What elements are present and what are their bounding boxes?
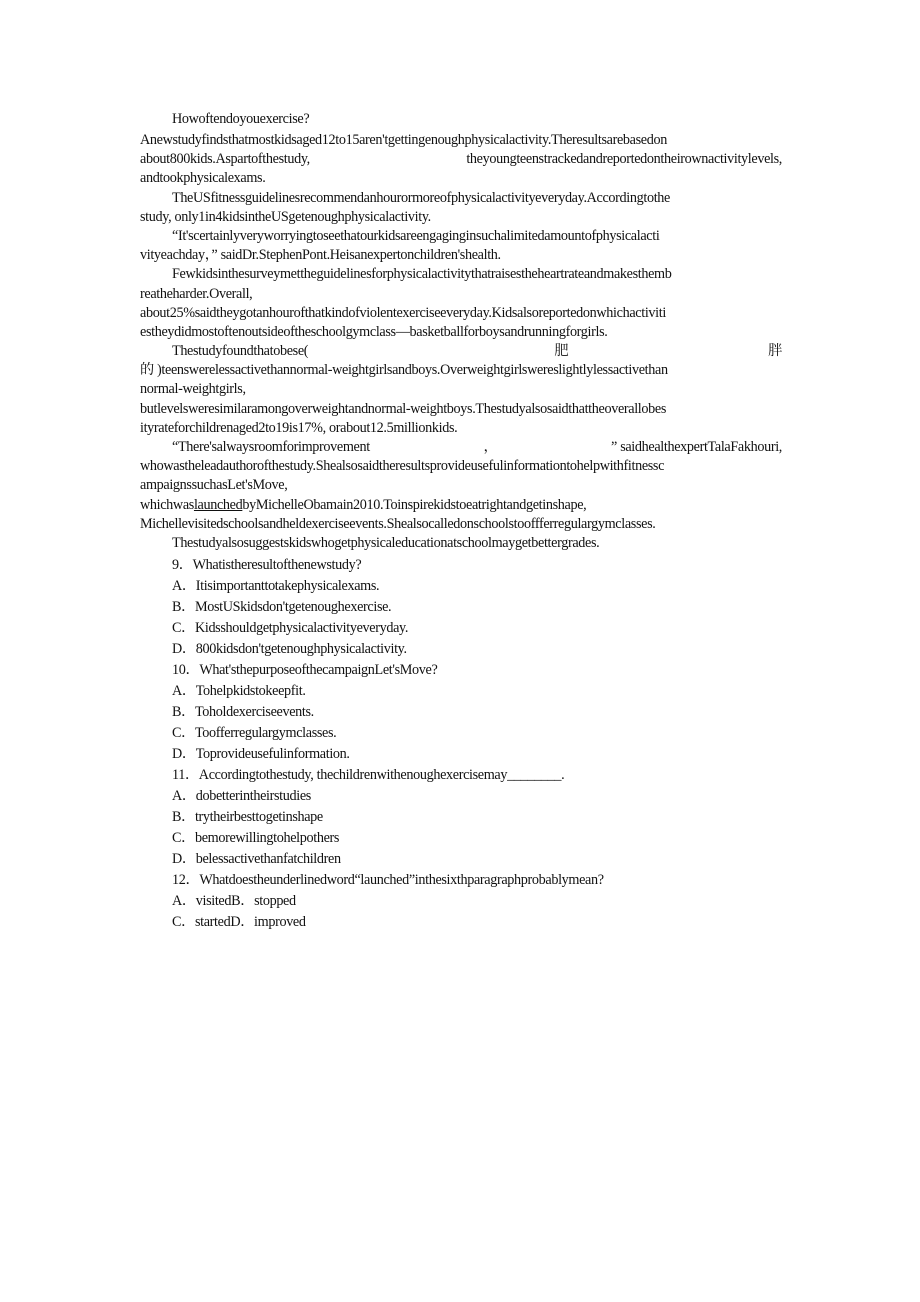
answer-option: D．800kidsdon'tgetenoughphysicalactivity. <box>172 641 407 658</box>
paragraph-line <box>140 150 782 169</box>
paragraph-line: normal-weightgirls, <box>140 381 246 398</box>
paragraph-4 <box>140 265 782 342</box>
text-segment: 肥 <box>554 343 569 360</box>
text-segment: “There'salwaysroomforimprovement <box>172 439 370 455</box>
paragraph-line: ityrateforchildrenaged2to19is17%, orabout12.5millionkids. <box>140 419 458 436</box>
text-segment: 胖 <box>768 343 782 360</box>
paragraph-2 <box>140 189 782 227</box>
paragraph-line: Anewstudyfindsthatmostkidsaged12to15aren'tgettingenoughphysicalactivity.Theresultsarebasedon <box>140 132 667 148</box>
answer-option: A．visitedB．stopped <box>172 893 296 910</box>
answer-option: C．bemorewillingtohelpothers <box>172 830 340 847</box>
paragraph-line: reatheharder.Overall, <box>140 285 253 302</box>
question-stem: 11．Accordingtothestudy, thechildrenwithenoughexercisemay________. <box>172 767 565 784</box>
document-page <box>140 110 782 933</box>
paragraph-line: 的 )teenswerelessactivethannormal-weightgirlsandboys.Overweightgirlswereslightlylessactivethan <box>140 362 668 379</box>
paragraph-line: Michellevisitedschoolsandheldexerciseevents.Shealsocalledonschoolstooffferregulargymclasses. <box>140 515 656 532</box>
paragraph-line: Fewkidsinthesurveymettheguidelinesforphysicalactivitythatraisestheheartrateandmakesthemb <box>172 266 672 283</box>
text-segment: Thestudyfoundthatobese( <box>172 343 309 360</box>
answer-option: C．startedD．improved <box>172 914 306 931</box>
paragraph-line: study, only1in4kidsintheUSgetenoughphysicalactivity. <box>140 208 431 225</box>
question-stem: 12．Whatdoestheunderlinedword“launched”inthesixthparagraphprobablymean? <box>172 872 604 889</box>
paragraph-line: whowastheleadauthorofthestudy.Shealsosaidtheresultsprovideusefulinformationtohelpwithfitnessc <box>140 458 665 475</box>
question-12 <box>140 870 782 933</box>
paragraph-line: butlevelsweresimilaramongoverweightandnormal-weightboys.Thestudyalsosaidthattheoverallobes <box>140 400 666 417</box>
paragraph-line: andtookphysicalexams. <box>140 170 266 187</box>
underlined-word: launched <box>193 496 243 513</box>
paragraph-3 <box>140 227 782 265</box>
questions-section <box>140 555 782 933</box>
answer-option: D．belessactivethanfatchildren <box>172 851 341 868</box>
answer-option: D．Toprovideusefulinformation. <box>172 746 350 763</box>
answer-option: B．Toholdexerciseevents. <box>172 704 314 721</box>
paragraph-line <box>140 438 782 457</box>
answer-option: A．Itisimportanttotakephysicalexams. <box>172 578 380 595</box>
text-segment: ， <box>483 439 498 455</box>
text-segment: whichwas <box>140 496 194 513</box>
question-9 <box>140 555 782 660</box>
answer-option: A．dobetterintheirstudies <box>172 788 311 805</box>
answer-option: B．trytheirbesttogetinshape <box>172 809 323 826</box>
passage-title: Howoftendoyouexercise? <box>172 111 310 127</box>
answer-option: A．Tohelpkidstokeepfit. <box>172 683 306 700</box>
text-segment: about800kids.Aspartofthestudy, <box>140 151 310 168</box>
text-segment: theyoungteenstrackedandreportedontheirownactivitylevels, <box>466 151 782 168</box>
paragraph-5 <box>140 342 782 438</box>
paragraph-line: estheydidmostoftenoutsideoftheschoolgymclass—basketballforboysandrunningforgirls. <box>140 323 608 340</box>
paragraph-7: Thestudyalsosuggestskidswhogetphysicaleducationatschoolmaygetbettergrades. <box>172 534 600 551</box>
paragraph-line: vityeachday，” saidDr.StephenPont.Heisanexpertonchildren'shealth. <box>140 247 501 264</box>
text-segment: ” saidhealthexpertTalaFakhouri, <box>611 439 782 455</box>
question-stem: 10．What'sthepurposeofthecampaignLet'sMove? <box>172 662 438 679</box>
question-stem: 9．Whatistheresultofthenewstudy? <box>172 557 362 574</box>
paragraph-6 <box>140 438 782 534</box>
paragraph-line: ampaignssuchasLet'sMove, <box>140 477 288 494</box>
text-segment: byMichelleObamain2010.Toinspirekidstoeatrightandgetinshape, <box>242 496 587 513</box>
paragraph-line: “It'scertainlyveryworryingtoseethatourkidsareengaginginsuchalimitedamountofphysicalacti <box>172 227 660 244</box>
paragraph-line <box>140 496 782 515</box>
text-segment-group <box>554 342 782 361</box>
question-10 <box>140 660 782 765</box>
paragraph-1 <box>140 131 782 189</box>
paragraph-line: about25%saidtheygotanhourofthatkindofviolentexerciseeveryday.Kidsalsoreportedonwhichactiviti <box>140 304 666 321</box>
answer-option: C．Toofferregulargymclasses. <box>172 725 337 742</box>
answer-option: C．Kidsshouldgetphysicalactivityeveryday. <box>172 620 409 637</box>
paragraph-line <box>140 342 782 361</box>
answer-option: B．MostUSkidsdon'tgetenoughexercise. <box>172 599 392 616</box>
question-11 <box>140 765 782 870</box>
paragraph-line: TheUSfitnessguidelinesrecommendanhourormoreofphysicalactivityeveryday.Accordingtothe <box>172 189 670 206</box>
